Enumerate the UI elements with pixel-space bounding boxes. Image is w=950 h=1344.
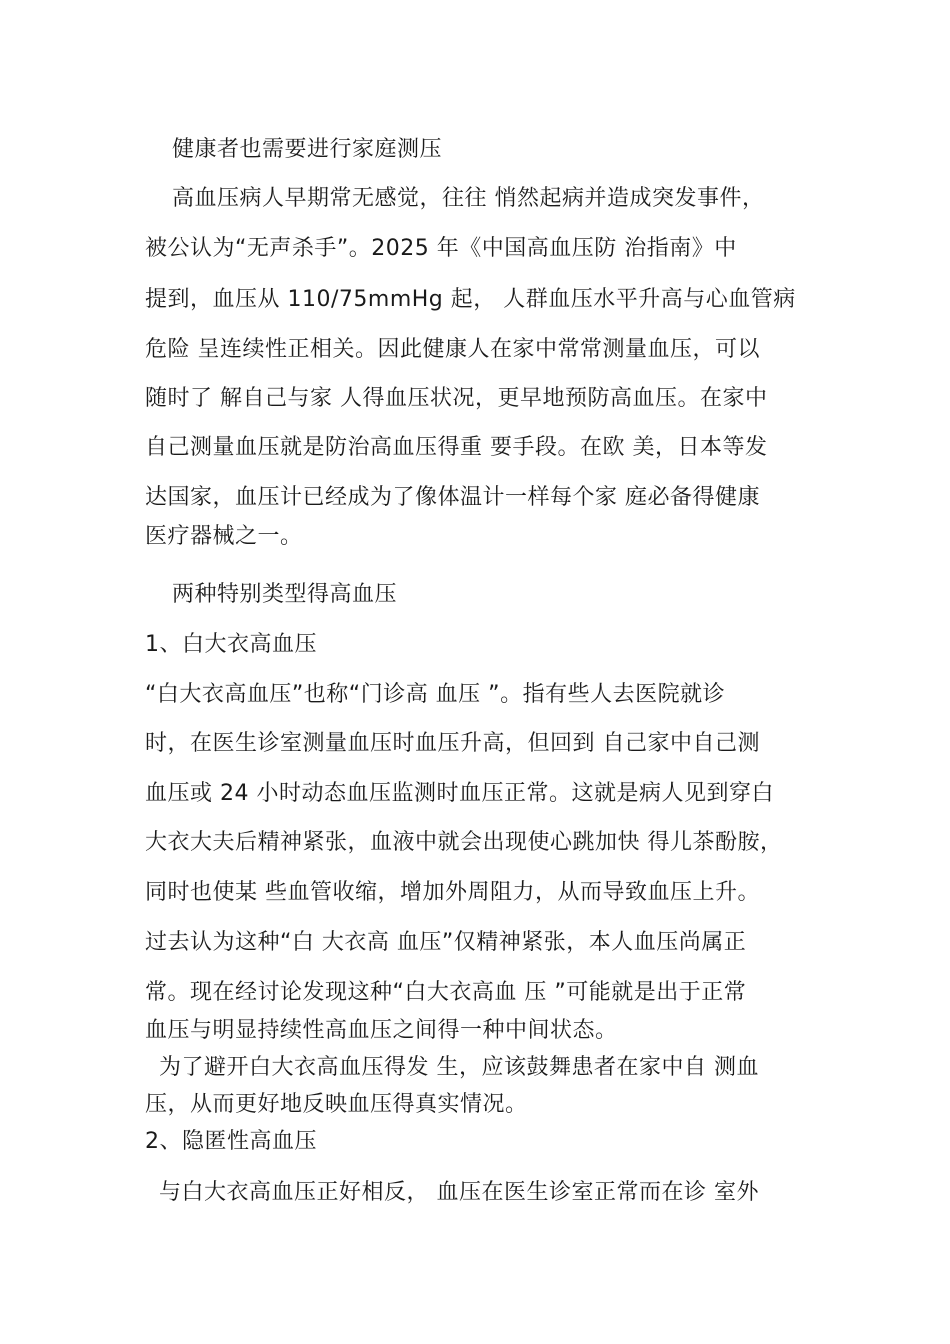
paragraph-line: 随时了 解自己与家 人得血压状况，更早地预防高血压。在家中 xyxy=(145,386,768,411)
paragraph-line: 压，从而更好地反映血压得真实情况。 xyxy=(145,1092,528,1117)
section-heading-home-bp: 健康者也需要进行家庭测压 xyxy=(172,137,443,162)
paragraph-line: 危险 呈连续性正相关。因此健康人在家中常常测量血压，可以 xyxy=(145,337,760,362)
paragraph-line: 同时也使某 些血管收缩，增加外周阻力，从而导致血压上升。 xyxy=(145,880,760,905)
paragraph-line: 为了避开白大衣高血压得发 生，应该鼓舞患者在家中自 测血 xyxy=(159,1055,759,1080)
paragraph-line: 达国家，血压计已经成为了像体温计一样每个家 庭必备得健康 xyxy=(145,485,760,510)
subheading-masked: 2、隐匿性高血压 xyxy=(145,1129,317,1154)
paragraph-line: 时，在医生诊室测量血压时血压升高，但回到 自己家中自己测 xyxy=(145,731,760,756)
paragraph-line: 血压或 24 小时动态血压监测时血压正常。这就是病人见到穿白 xyxy=(145,781,774,806)
paragraph-line: 提到，血压从 110/75mmHg 起， 人群血压水平升高与心血管病 xyxy=(145,287,796,312)
paragraph-line: 过去认为这种“白 大衣高 血压”仅精神紧张，本人血压尚属正 xyxy=(145,930,747,955)
paragraph-line: 与白大衣高血压正好相反， 血压在医生诊室正常而在诊 室外 xyxy=(159,1180,759,1205)
paragraph-line: 血压与明显持续性高血压之间得一种中间状态。 xyxy=(145,1018,618,1043)
paragraph-line: 高血压病人早期常无感觉，往往 悄然起病并造成突发事件， xyxy=(172,186,765,211)
section-heading-special-types: 两种特别类型得高血压 xyxy=(172,582,398,607)
paragraph-line: 大衣大夫后精神紧张，血液中就会出现使心跳加快 得儿茶酚胺， xyxy=(145,830,783,855)
paragraph-line: 常。现在经讨论发现这种“白大衣高血 压 ”可能就是出于正常 xyxy=(145,980,747,1005)
paragraph-line: 医疗器械之一。 xyxy=(145,524,303,549)
paragraph-line: 自己测量血压就是防治高血压得重 要手段。在欧 美，日本等发 xyxy=(145,435,768,460)
paragraph-line: 被公认为“无声杀手”。2025 年《中国高血压防 治指南》中 xyxy=(145,236,737,261)
subheading-white-coat: 1、白大衣高血压 xyxy=(145,632,317,657)
paragraph-line: “白大衣高血压”也称“门诊高 血压 ”。指有些人去医院就诊 xyxy=(145,682,726,707)
